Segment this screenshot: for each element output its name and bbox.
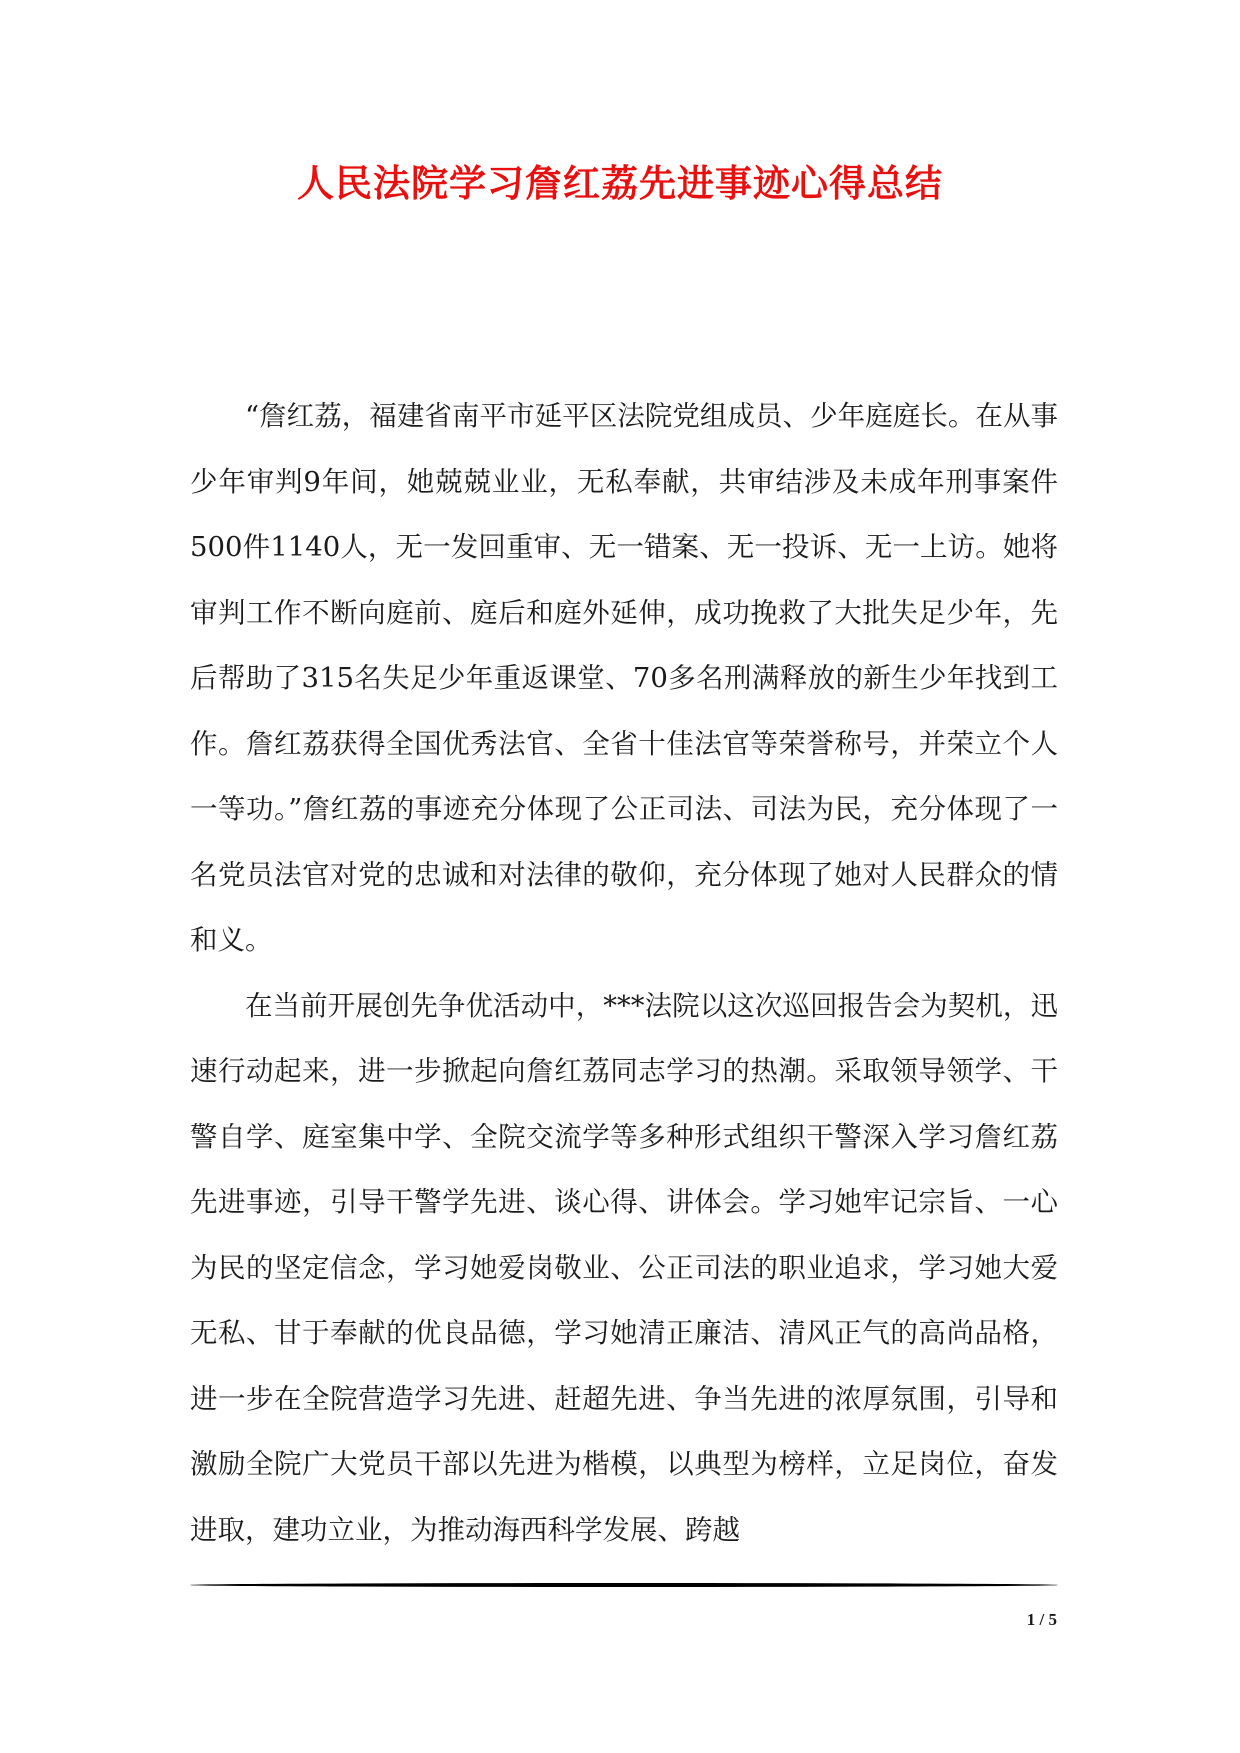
footer-divider	[190, 1583, 1058, 1587]
document-title: 人民法院学习詹红荔先进事迹心得总结	[297, 161, 943, 205]
document-body	[190, 384, 1058, 1563]
paragraph-1: “詹红荔，福建省南平市延平区法院党组成员、少年庭庭长。在从事少年审判9年间，她兢兢业业，无私奉献，共审结涉及未成年刑事案件500件1140人，无一发回重审、无一错案、无一投诉、无一上访。她将审判工作不断向庭前、庭后和庭外延伸，成功挽救了大批失足少年，先后帮助了315名失足少年重返课堂、70多名刑满释放的新生少年找到工作。詹红荔获得全国优秀法官、全省十佳法官等荣誉称号，并荣立个人一等功。”詹红荔的事迹充分体现了公正司法、司法为民，充分体现了一名党员法官对党的忠诚和对法律的敬仰，充分体现了她对人民群众的情和义。	[190, 400, 1058, 956]
page-number: 1 / 5	[1026, 1610, 1057, 1629]
paragraph-2: 在当前开展创先争优活动中，***法院以这次巡回报告会为契机，迅速行动起来，进一步掀起向詹红荔同志学习的热潮。采取领导领学、干警自学、庭室集中学、全院交流学等多种形式组织干警深入学习詹红荔先进事迹，引导干警学先进、谈心得、讲体会。学习她牢记宗旨、一心为民的坚定信念，学习她爱岗敬业、公正司法的职业追求，学习她大爱无私、甘于奉献的优良品德，学习她清正廉洁、清风正气的高尚品格，进一步在全院营造学习先进、赶超先进、争当先进的浓厚氛围，引导和激励全院广大党员干部以先进为楷模，以典型为榜样，立足岗位，奋发进取，建功立业，为推动海西科学发展、跨越	[190, 989, 1058, 1546]
